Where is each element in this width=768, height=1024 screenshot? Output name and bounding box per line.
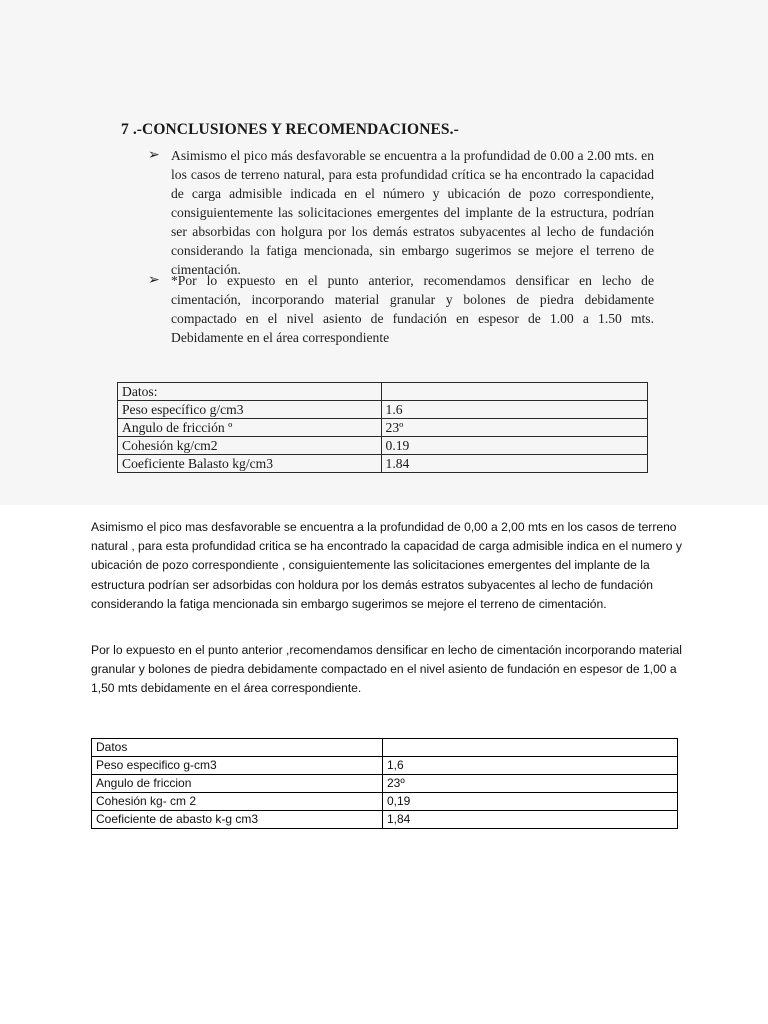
scanned-page-excerpt: [0, 0, 768, 505]
bullet-text: *Por lo expuesto en el punto anterior, recomendamos densificar en lecho de cimentación, incorporando material granular y bolones de piedra debidamente compactado en el nivel asiento de fundación en espesor de 1.00 a 1.50 mts. Debidamente en el área correspondiente: [171, 273, 654, 345]
transcribed-data-table: [91, 738, 678, 829]
arrow-bullet-icon: ➢: [148, 148, 160, 163]
transcribed-paragraph: Asimismo el pico mas desfavorable se encuentra a la profundidad de 0,00 a 2,00 mts en los casos de terreno natural , para esta profundidad critica se ha encontrado la capacidad de carga admisible indica en el numero y ubicación de pozo correspondiente , consiguientemente las solicitaciones emergentes del implante de la estructura podrían ser adsorbidas con holdura por los demás estratos subyacentes al lecho de fundación considerando la fatiga mencionada sin embargo sugerimos se mejore el terreno de cimentación.: [91, 520, 682, 611]
table-row: [92, 811, 678, 829]
table-cell-label: Datos:: [118, 383, 382, 401]
table-cell-value: 1,84: [382, 811, 677, 829]
table-cell-value: 1.6: [381, 401, 647, 419]
table-row: [118, 455, 648, 473]
table-cell-label: Angulo de fricción º: [118, 419, 382, 437]
table-cell-label: Cohesión kg/cm2: [118, 437, 382, 455]
table-row: [118, 383, 648, 401]
table-cell-label: Datos: [92, 739, 383, 757]
table-row: [92, 739, 678, 757]
table-cell-value: 0.19: [381, 437, 647, 455]
table-cell-value: 1.84: [381, 455, 647, 473]
table-row: [118, 437, 648, 455]
transcribed-paragraph: Por lo expuesto en el punto anterior ,recomendamos densificar en lecho de cimentación incorporando material granular y bolones de piedra debidamente compactado en el nivel asiento de fundación en espesor de 1,00 a 1,50 mts debidamente en el área correspondiente.: [91, 643, 682, 696]
table-cell-value: 23º: [382, 775, 677, 793]
table-row: [92, 793, 678, 811]
table-cell-label: Coeficiente Balasto kg/cm3: [118, 455, 382, 473]
table-cell-value: [382, 739, 677, 757]
table-cell-label: Coeficiente de abasto k-g cm3: [92, 811, 383, 829]
table-row: [92, 775, 678, 793]
table-cell-value: [381, 383, 647, 401]
table-row: [118, 419, 648, 437]
arrow-bullet-icon: ➢: [148, 273, 160, 288]
table-cell-label: Peso especifico g-cm3: [92, 757, 383, 775]
table-row: [92, 757, 678, 775]
table-cell-value: 23º: [381, 419, 647, 437]
bullet-item: [148, 271, 654, 347]
table-cell-label: Cohesión kg- cm 2: [92, 793, 383, 811]
table-cell-value: 0,19: [382, 793, 677, 811]
bullet-item: [148, 146, 654, 279]
scanned-data-table: [117, 382, 648, 473]
section-heading: 7 .-CONCLUSIONES Y RECOMENDACIONES.-: [121, 121, 459, 138]
table-cell-value: 1,6: [382, 757, 677, 775]
bullet-text: Asimismo el pico más desfavorable se encuentra a la profundidad de 0.00 a 2.00 mts. en los casos de terreno natural, para esta profundidad crítica se ha encontrado la capacidad de carga admisible indicada en el número y ubicación de pozo correspondiente, consiguientemente las solicitaciones emergentes del implante de la estructura, podrían ser absorbidas con holgura por los demás estratos subyacentes al lecho de fundación considerando la fatiga mencionada, sin embargo sugerimos se mejore el terreno de cimentación.: [171, 148, 654, 277]
table-row: [118, 401, 648, 419]
table-cell-label: Peso específico g/cm3: [118, 401, 382, 419]
table-cell-label: Angulo de friccion: [92, 775, 383, 793]
